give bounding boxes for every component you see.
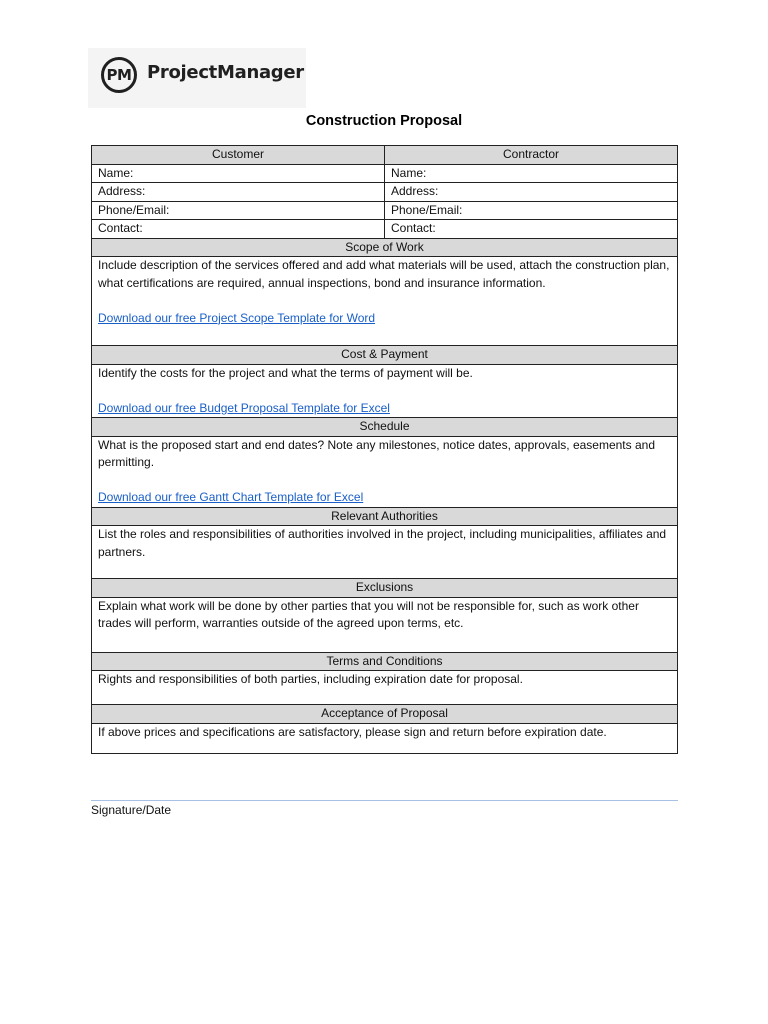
proposal-table <box>91 145 678 754</box>
project-scope-template-link[interactable]: Download our free Project Scope Template for Word <box>98 310 376 325</box>
contractor-phone-email-field[interactable]: Phone/Email: <box>385 201 678 220</box>
parties-header-row <box>92 146 678 165</box>
relevant-authorities-header: Relevant Authorities <box>92 507 678 526</box>
terms-conditions-header: Terms and Conditions <box>92 652 678 671</box>
logo-wordmark: ProjectManager <box>147 62 304 83</box>
customer-header: Customer <box>92 146 385 165</box>
signature-date-label: Signature/Date <box>91 803 172 817</box>
logo <box>88 48 306 108</box>
contractor-address-field[interactable]: Address: <box>385 183 678 202</box>
table-row <box>92 220 678 239</box>
terms-conditions-body[interactable] <box>92 671 678 705</box>
cost-payment-body[interactable] <box>92 364 678 418</box>
schedule-header: Schedule <box>92 418 678 437</box>
acceptance-text: If above prices and specifications are satisfactory, please sign and return before expiration date. <box>98 724 607 739</box>
contractor-contact-field[interactable]: Contact: <box>385 220 678 239</box>
exclusions-header: Exclusions <box>92 579 678 598</box>
exclusions-body[interactable] <box>92 597 678 652</box>
table-row <box>92 183 678 202</box>
relevant-authorities-body[interactable] <box>92 526 678 579</box>
gantt-chart-template-link[interactable]: Download our free Gantt Chart Template for Excel <box>98 490 364 504</box>
relevant-authorities-text: List the roles and responsibilities of authorities involved in the project, including municipalities, affiliates and partners. <box>98 527 667 559</box>
customer-name-field[interactable]: Name: <box>92 164 385 183</box>
schedule-text: What is the proposed start and end dates? Note any milestones, notice dates, approvals, easements and permitting. <box>98 437 655 469</box>
exclusions-text: Explain what work will be done by other parties that you will not be responsible for, such as work other trades will perform, warranties outside of the agreed upon terms, etc. <box>98 598 639 630</box>
scope-of-work-text: Include description of the services offered and add what materials will be used, attach the construction plan, what certifications are required, annual inspections, bond and insurance information. <box>98 258 670 290</box>
schedule-body[interactable] <box>92 436 678 507</box>
signature-line[interactable] <box>91 800 678 801</box>
budget-proposal-template-link[interactable]: Download our free Budget Proposal Template for Excel <box>98 400 390 415</box>
contractor-header: Contractor <box>385 146 678 165</box>
scope-of-work-body[interactable] <box>92 257 678 346</box>
document-title: Construction Proposal <box>305 113 463 129</box>
cost-payment-header: Cost & Payment <box>92 346 678 365</box>
table-row <box>92 164 678 183</box>
customer-contact-field[interactable]: Contact: <box>92 220 385 239</box>
contractor-name-field[interactable]: Name: <box>385 164 678 183</box>
cost-payment-text: Identify the costs for the project and what the terms of payment will be. <box>98 365 473 380</box>
acceptance-body[interactable] <box>92 723 678 753</box>
table-row <box>92 201 678 220</box>
scope-of-work-header: Scope of Work <box>92 238 678 257</box>
acceptance-header: Acceptance of Proposal <box>92 705 678 724</box>
customer-phone-email-field[interactable]: Phone/Email: <box>92 201 385 220</box>
pm-logo-icon: PM <box>101 57 137 93</box>
customer-address-field[interactable]: Address: <box>92 183 385 202</box>
terms-conditions-text: Rights and responsibilities of both parties, including expiration date for proposal. <box>98 672 523 686</box>
